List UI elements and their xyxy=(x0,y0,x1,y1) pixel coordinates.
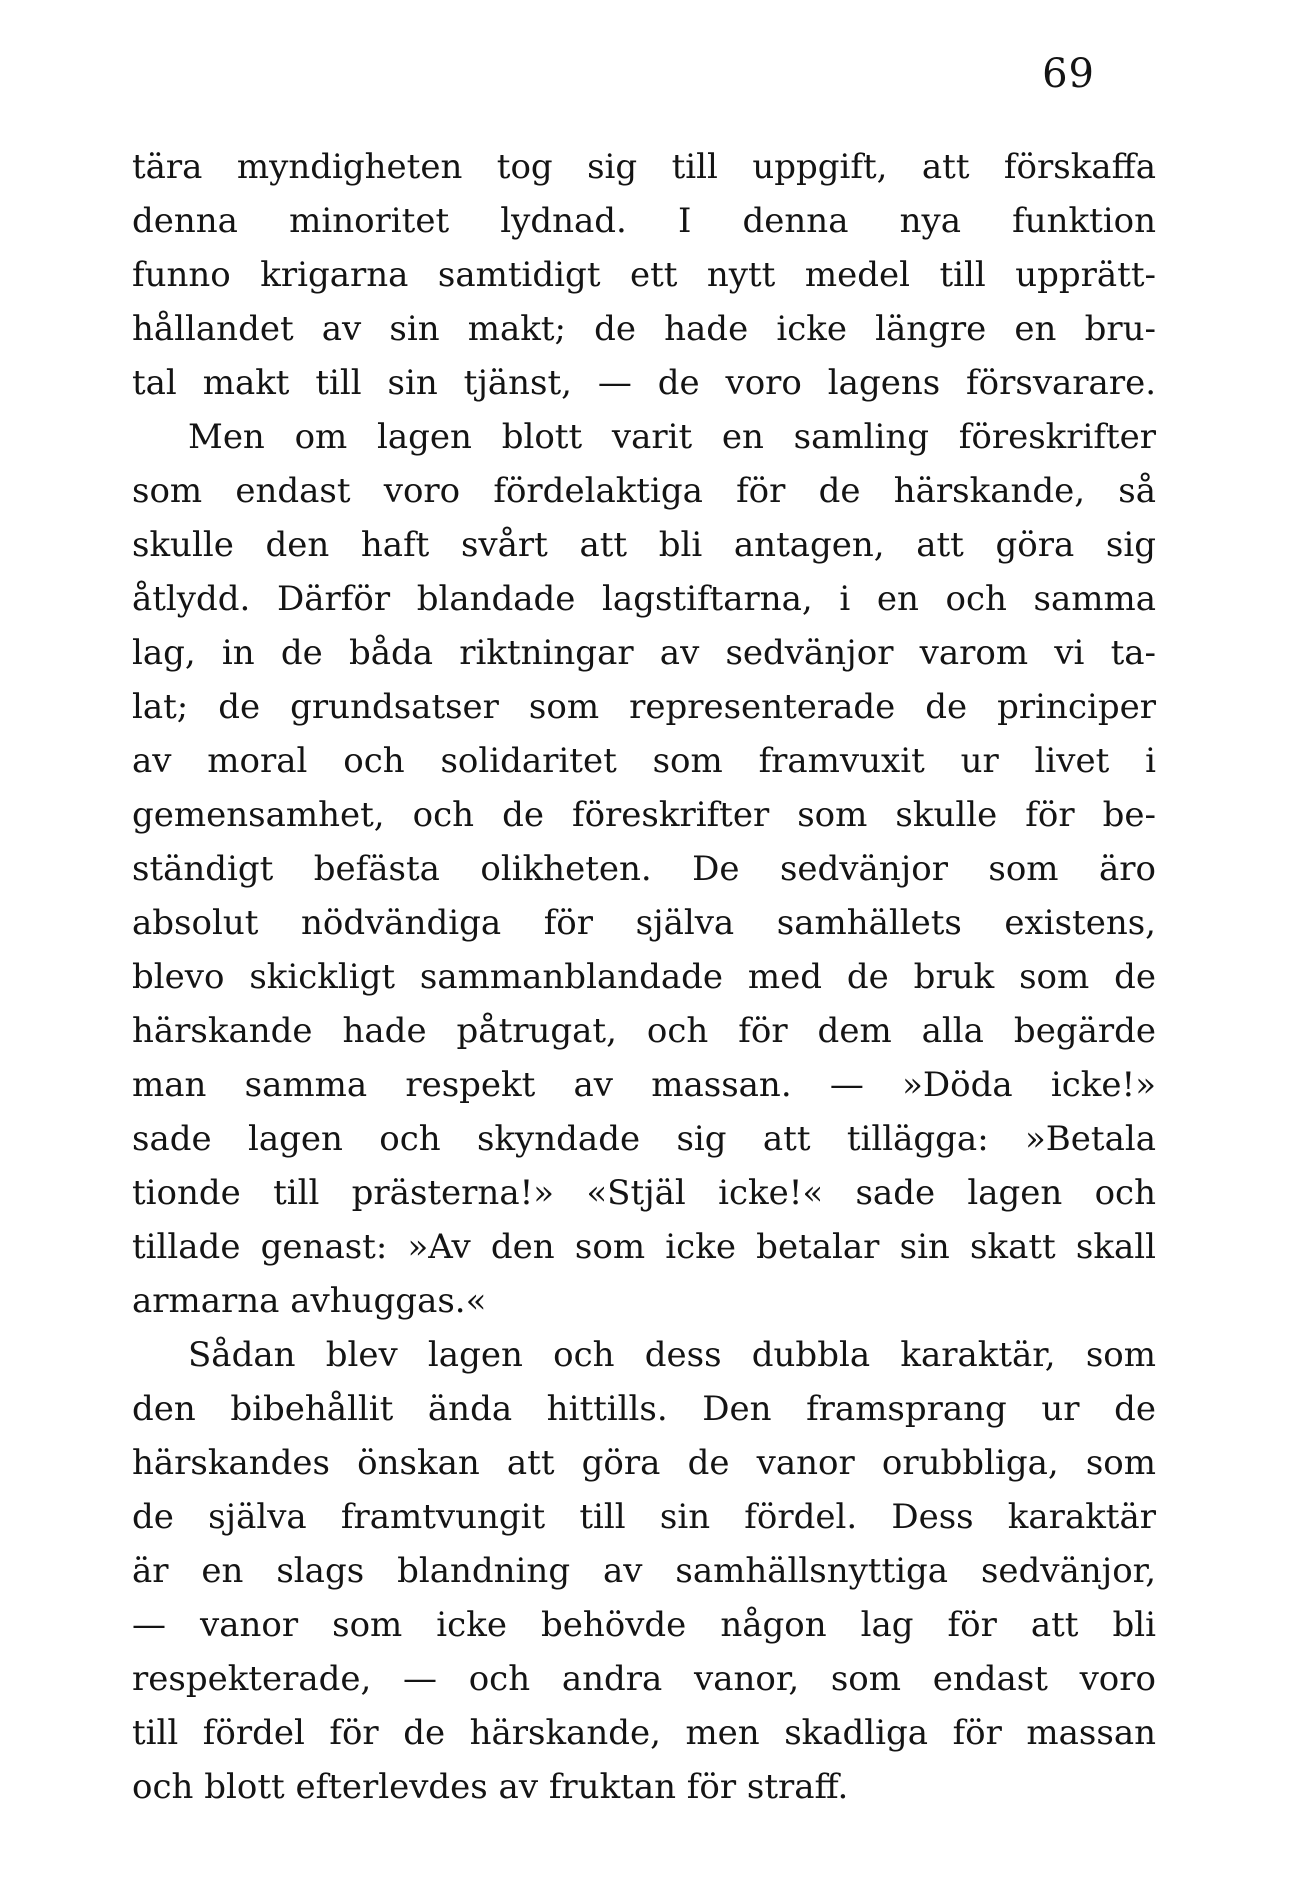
paragraph-start-line: Sådan blev lagen och dess dubbla karaktär, som xyxy=(188,1335,1156,1375)
paragraph-start-line: Men om lagen blott varit en samling föreskrifter xyxy=(188,417,1156,457)
text-line: som endast voro fördelaktiga för de härskande, så xyxy=(132,471,1156,511)
text-line: skulle den haft svårt att bli antagen, att göra sig xyxy=(132,525,1156,565)
text-line: respekterade, — och andra vanor, som endast voro xyxy=(132,1659,1156,1699)
page-number: 69 xyxy=(1042,51,1095,97)
paragraph-end-line: armarna avhuggas.« xyxy=(132,1281,487,1321)
text-line: — vanor som icke behövde någon lag för att bli xyxy=(132,1605,1156,1645)
text-line: av moral och solidaritet som framvuxit ur livet i xyxy=(132,741,1156,781)
text-line: sade lagen och skyndade sig att tillägga: »Betala xyxy=(132,1119,1156,1159)
paragraph-end-line: och blott efterlevdes av fruktan för straff. xyxy=(132,1767,849,1807)
text-line: ständigt befästa olikheten. De sedvänjor som äro xyxy=(132,849,1156,889)
text-line: den bibehållit ända hittills. Den framsprang ur de xyxy=(132,1389,1156,1429)
text-line: tära myndigheten tog sig till uppgift, att förskaffa xyxy=(132,147,1156,187)
text-line: tionde till prästerna!» «Stjäl icke!« sade lagen och xyxy=(132,1173,1156,1213)
text-line: blevo skickligt sammanblandade med de bruk som de xyxy=(132,957,1156,997)
text-line: lag, in de båda riktningar av sedvänjor varom vi ta- xyxy=(132,633,1156,673)
body-text xyxy=(132,140,1156,1814)
text-line: man samma respekt av massan. — »Döda icke!» xyxy=(132,1065,1156,1105)
text-line: de själva framtvungit till sin fördel. Dess karaktär xyxy=(132,1497,1156,1537)
text-line: absolut nödvändiga för själva samhällets existens, xyxy=(132,903,1156,943)
text-line: hållandet av sin makt; de hade icke längre en bru- xyxy=(132,309,1156,349)
text-line: funno krigarna samtidigt ett nytt medel till upprätt- xyxy=(132,255,1156,295)
text-line: tillade genast: »Av den som icke betalar sin skatt skall xyxy=(132,1227,1156,1267)
text-line: tal makt till sin tjänst, — de voro lagens försvarare. xyxy=(132,363,1156,403)
text-line: gemensamhet, och de föreskrifter som skulle för be- xyxy=(132,795,1156,835)
text-line: till fördel för de härskande, men skadliga för massan xyxy=(132,1713,1156,1753)
text-line: åtlydd. Därför blandade lagstiftarna, i en och samma xyxy=(132,579,1156,619)
text-line: härskande hade påtrugat, och för dem alla begärde xyxy=(132,1011,1156,1051)
text-line: härskandes önskan att göra de vanor orubbliga, som xyxy=(132,1443,1156,1483)
text-line: är en slags blandning av samhällsnyttiga sedvänjor, xyxy=(132,1551,1156,1591)
text-line: lat; de grundsatser som representerade de principer xyxy=(132,687,1156,727)
text-line: denna minoritet lydnad. I denna nya funktion xyxy=(132,201,1156,241)
